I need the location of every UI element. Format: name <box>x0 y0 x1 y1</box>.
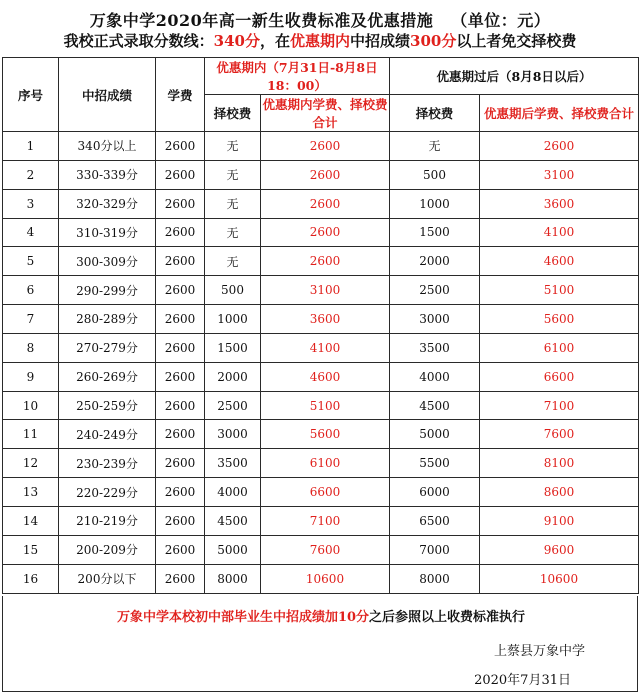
cell-after-choice-fee: 2500 <box>390 276 480 305</box>
cell-after-choice-fee: 7000 <box>390 535 480 564</box>
cell-after-total: 9600 <box>480 535 639 564</box>
header-after-total: 优惠期后学费、择校费合计 <box>480 95 639 132</box>
cell-after-total: 4100 <box>480 218 639 247</box>
cell-score: 260-269分 <box>59 362 156 391</box>
cell-promo-total: 3100 <box>261 276 390 305</box>
note-black: 之后参照以上收费标准执行 <box>369 610 526 625</box>
cell-promo-total: 10600 <box>261 564 390 593</box>
cell-no: 13 <box>3 478 59 507</box>
cell-score: 240-249分 <box>59 420 156 449</box>
table-row <box>3 276 639 305</box>
cell-after-total: 7600 <box>480 420 639 449</box>
cell-tuition: 2600 <box>156 218 205 247</box>
cell-score: 230-239分 <box>59 449 156 478</box>
cell-after-choice-fee: 1500 <box>390 218 480 247</box>
cell-promo-total: 2600 <box>261 218 390 247</box>
header-no: 序号 <box>3 58 59 132</box>
cell-promo-choice-fee: 无 <box>205 218 261 247</box>
cell-promo-choice-fee: 4000 <box>205 478 261 507</box>
subtitle-mid2: 中招成绩 <box>350 32 411 50</box>
table-row <box>3 160 639 189</box>
cell-promo-choice-fee: 3000 <box>205 420 261 449</box>
cell-tuition: 2600 <box>156 333 205 362</box>
table-row <box>3 305 639 334</box>
cell-score: 280-289分 <box>59 305 156 334</box>
cell-no: 2 <box>3 160 59 189</box>
cell-tuition: 2600 <box>156 449 205 478</box>
cell-promo-total: 6600 <box>261 478 390 507</box>
cell-promo-choice-fee: 500 <box>205 276 261 305</box>
title-unit: （单位：元） <box>451 11 551 30</box>
cell-promo-total: 2600 <box>261 132 390 161</box>
cell-score: 300-309分 <box>59 247 156 276</box>
cell-after-choice-fee: 8000 <box>390 564 480 593</box>
table-row <box>3 535 639 564</box>
cell-tuition: 2600 <box>156 420 205 449</box>
cell-promo-choice-fee: 1500 <box>205 333 261 362</box>
cell-after-total: 8600 <box>480 478 639 507</box>
cell-after-total: 3600 <box>480 189 639 218</box>
cell-after-choice-fee: 2000 <box>390 247 480 276</box>
cell-tuition: 2600 <box>156 160 205 189</box>
table-row <box>3 362 639 391</box>
cell-promo-total: 7600 <box>261 535 390 564</box>
cell-tuition: 2600 <box>156 478 205 507</box>
cell-promo-total: 5100 <box>261 391 390 420</box>
title-text: 万象中学2020年高一新生收费标准及优惠措施 <box>89 11 434 30</box>
header-tuition: 学费 <box>156 58 205 132</box>
fee-table <box>2 57 639 594</box>
cell-after-total: 6100 <box>480 333 639 362</box>
cell-score: 330-339分 <box>59 160 156 189</box>
cell-after-choice-fee: 500 <box>390 160 480 189</box>
cell-after-total: 10600 <box>480 564 639 593</box>
cell-after-total: 3100 <box>480 160 639 189</box>
cell-no: 15 <box>3 535 59 564</box>
cell-promo-choice-fee: 4500 <box>205 506 261 535</box>
subtitle-prefix: 我校正式录取分数线： <box>63 32 214 50</box>
cell-no: 16 <box>3 564 59 593</box>
cell-promo-choice-fee: 2000 <box>205 362 261 391</box>
cell-after-total: 5100 <box>480 276 639 305</box>
header-score: 中招成绩 <box>59 58 156 132</box>
cell-promo-total: 2600 <box>261 189 390 218</box>
table-row <box>3 333 639 362</box>
table-row <box>3 247 639 276</box>
table-row <box>3 218 639 247</box>
cell-promo-choice-fee: 无 <box>205 189 261 218</box>
cell-after-total: 6600 <box>480 362 639 391</box>
table-row <box>3 506 639 535</box>
cell-no: 10 <box>3 391 59 420</box>
cell-promo-choice-fee: 1000 <box>205 305 261 334</box>
cell-after-total: 5600 <box>480 305 639 334</box>
footer-note <box>3 606 639 625</box>
issue-date: 2020年7月31日 <box>474 673 571 688</box>
cell-no: 1 <box>3 132 59 161</box>
cell-no: 12 <box>3 449 59 478</box>
cell-no: 8 <box>3 333 59 362</box>
page-title <box>0 8 640 31</box>
subtitle-suffix: 以上者免交择校费 <box>456 32 577 50</box>
cell-after-choice-fee: 3000 <box>390 305 480 334</box>
cell-tuition: 2600 <box>156 564 205 593</box>
cell-after-choice-fee: 6500 <box>390 506 480 535</box>
cell-after-choice-fee: 3500 <box>390 333 480 362</box>
cell-promo-total: 4600 <box>261 362 390 391</box>
cell-no: 3 <box>3 189 59 218</box>
cell-score: 210-219分 <box>59 506 156 535</box>
cell-promo-total: 3600 <box>261 305 390 334</box>
cell-promo-choice-fee: 无 <box>205 247 261 276</box>
cell-no: 4 <box>3 218 59 247</box>
cell-after-choice-fee: 5500 <box>390 449 480 478</box>
cell-after-choice-fee: 6000 <box>390 478 480 507</box>
cell-score: 200分以下 <box>59 564 156 593</box>
cell-promo-total: 2600 <box>261 247 390 276</box>
cell-promo-total: 7100 <box>261 506 390 535</box>
table-row <box>3 449 639 478</box>
cell-tuition: 2600 <box>156 276 205 305</box>
signature: 上蔡县万象中学 <box>493 644 585 659</box>
cell-no: 6 <box>3 276 59 305</box>
header-after-period: 优惠期过后（8月8日以后） <box>390 58 639 95</box>
cell-score: 250-259分 <box>59 391 156 420</box>
cell-promo-choice-fee: 3500 <box>205 449 261 478</box>
cell-tuition: 2600 <box>156 362 205 391</box>
cell-promo-choice-fee: 无 <box>205 160 261 189</box>
cell-promo-total: 2600 <box>261 160 390 189</box>
cell-after-total: 9100 <box>480 506 639 535</box>
cell-no: 5 <box>3 247 59 276</box>
cell-tuition: 2600 <box>156 305 205 334</box>
cell-no: 9 <box>3 362 59 391</box>
cell-tuition: 2600 <box>156 247 205 276</box>
cell-tuition: 2600 <box>156 132 205 161</box>
table-row <box>3 564 639 593</box>
cell-no: 7 <box>3 305 59 334</box>
cell-score: 200-209分 <box>59 535 156 564</box>
cell-after-choice-fee: 4000 <box>390 362 480 391</box>
cell-tuition: 2600 <box>156 189 205 218</box>
table-row <box>3 391 639 420</box>
cell-tuition: 2600 <box>156 391 205 420</box>
cell-score: 220-229分 <box>59 478 156 507</box>
cell-after-choice-fee: 5000 <box>390 420 480 449</box>
cell-promo-choice-fee: 8000 <box>205 564 261 593</box>
table-row <box>3 420 639 449</box>
admission-line <box>0 30 640 51</box>
cell-promo-choice-fee: 无 <box>205 132 261 161</box>
cell-promo-total: 5600 <box>261 420 390 449</box>
table-row <box>3 132 639 161</box>
footer <box>2 596 638 692</box>
cell-promo-total: 4100 <box>261 333 390 362</box>
table-row <box>3 189 639 218</box>
cell-score: 310-319分 <box>59 218 156 247</box>
cell-score: 270-279分 <box>59 333 156 362</box>
cell-no: 11 <box>3 420 59 449</box>
cell-after-total: 7100 <box>480 391 639 420</box>
cell-after-choice-fee: 无 <box>390 132 480 161</box>
cell-score: 340分以上 <box>59 132 156 161</box>
promo-period-text: 优惠期内 <box>289 32 350 50</box>
cell-promo-choice-fee: 2500 <box>205 391 261 420</box>
cell-promo-choice-fee: 5000 <box>205 535 261 564</box>
cell-tuition: 2600 <box>156 506 205 535</box>
table-row <box>3 478 639 507</box>
cell-after-total: 4600 <box>480 247 639 276</box>
header-promo-period: 优惠期内（7月31日-8月8日18：00） <box>205 58 390 95</box>
header-after-choice-fee: 择校费 <box>390 95 480 132</box>
header-promo-total: 优惠期内学费、择校费合计 <box>261 95 390 132</box>
cell-tuition: 2600 <box>156 535 205 564</box>
cell-no: 14 <box>3 506 59 535</box>
header-promo-choice-fee: 择校费 <box>205 95 261 132</box>
cell-after-total: 2600 <box>480 132 639 161</box>
cell-score: 320-329分 <box>59 189 156 218</box>
cutoff-score: 340分 <box>213 32 260 50</box>
subtitle-mid1: ，在 <box>259 32 290 50</box>
cell-after-total: 8100 <box>480 449 639 478</box>
cell-promo-total: 6100 <box>261 449 390 478</box>
cell-after-choice-fee: 4500 <box>390 391 480 420</box>
cell-after-choice-fee: 1000 <box>390 189 480 218</box>
note-red: 万象中学本校初中部毕业生中招成绩加10分 <box>116 610 370 625</box>
threshold-score: 300分 <box>410 32 457 50</box>
cell-score: 290-299分 <box>59 276 156 305</box>
